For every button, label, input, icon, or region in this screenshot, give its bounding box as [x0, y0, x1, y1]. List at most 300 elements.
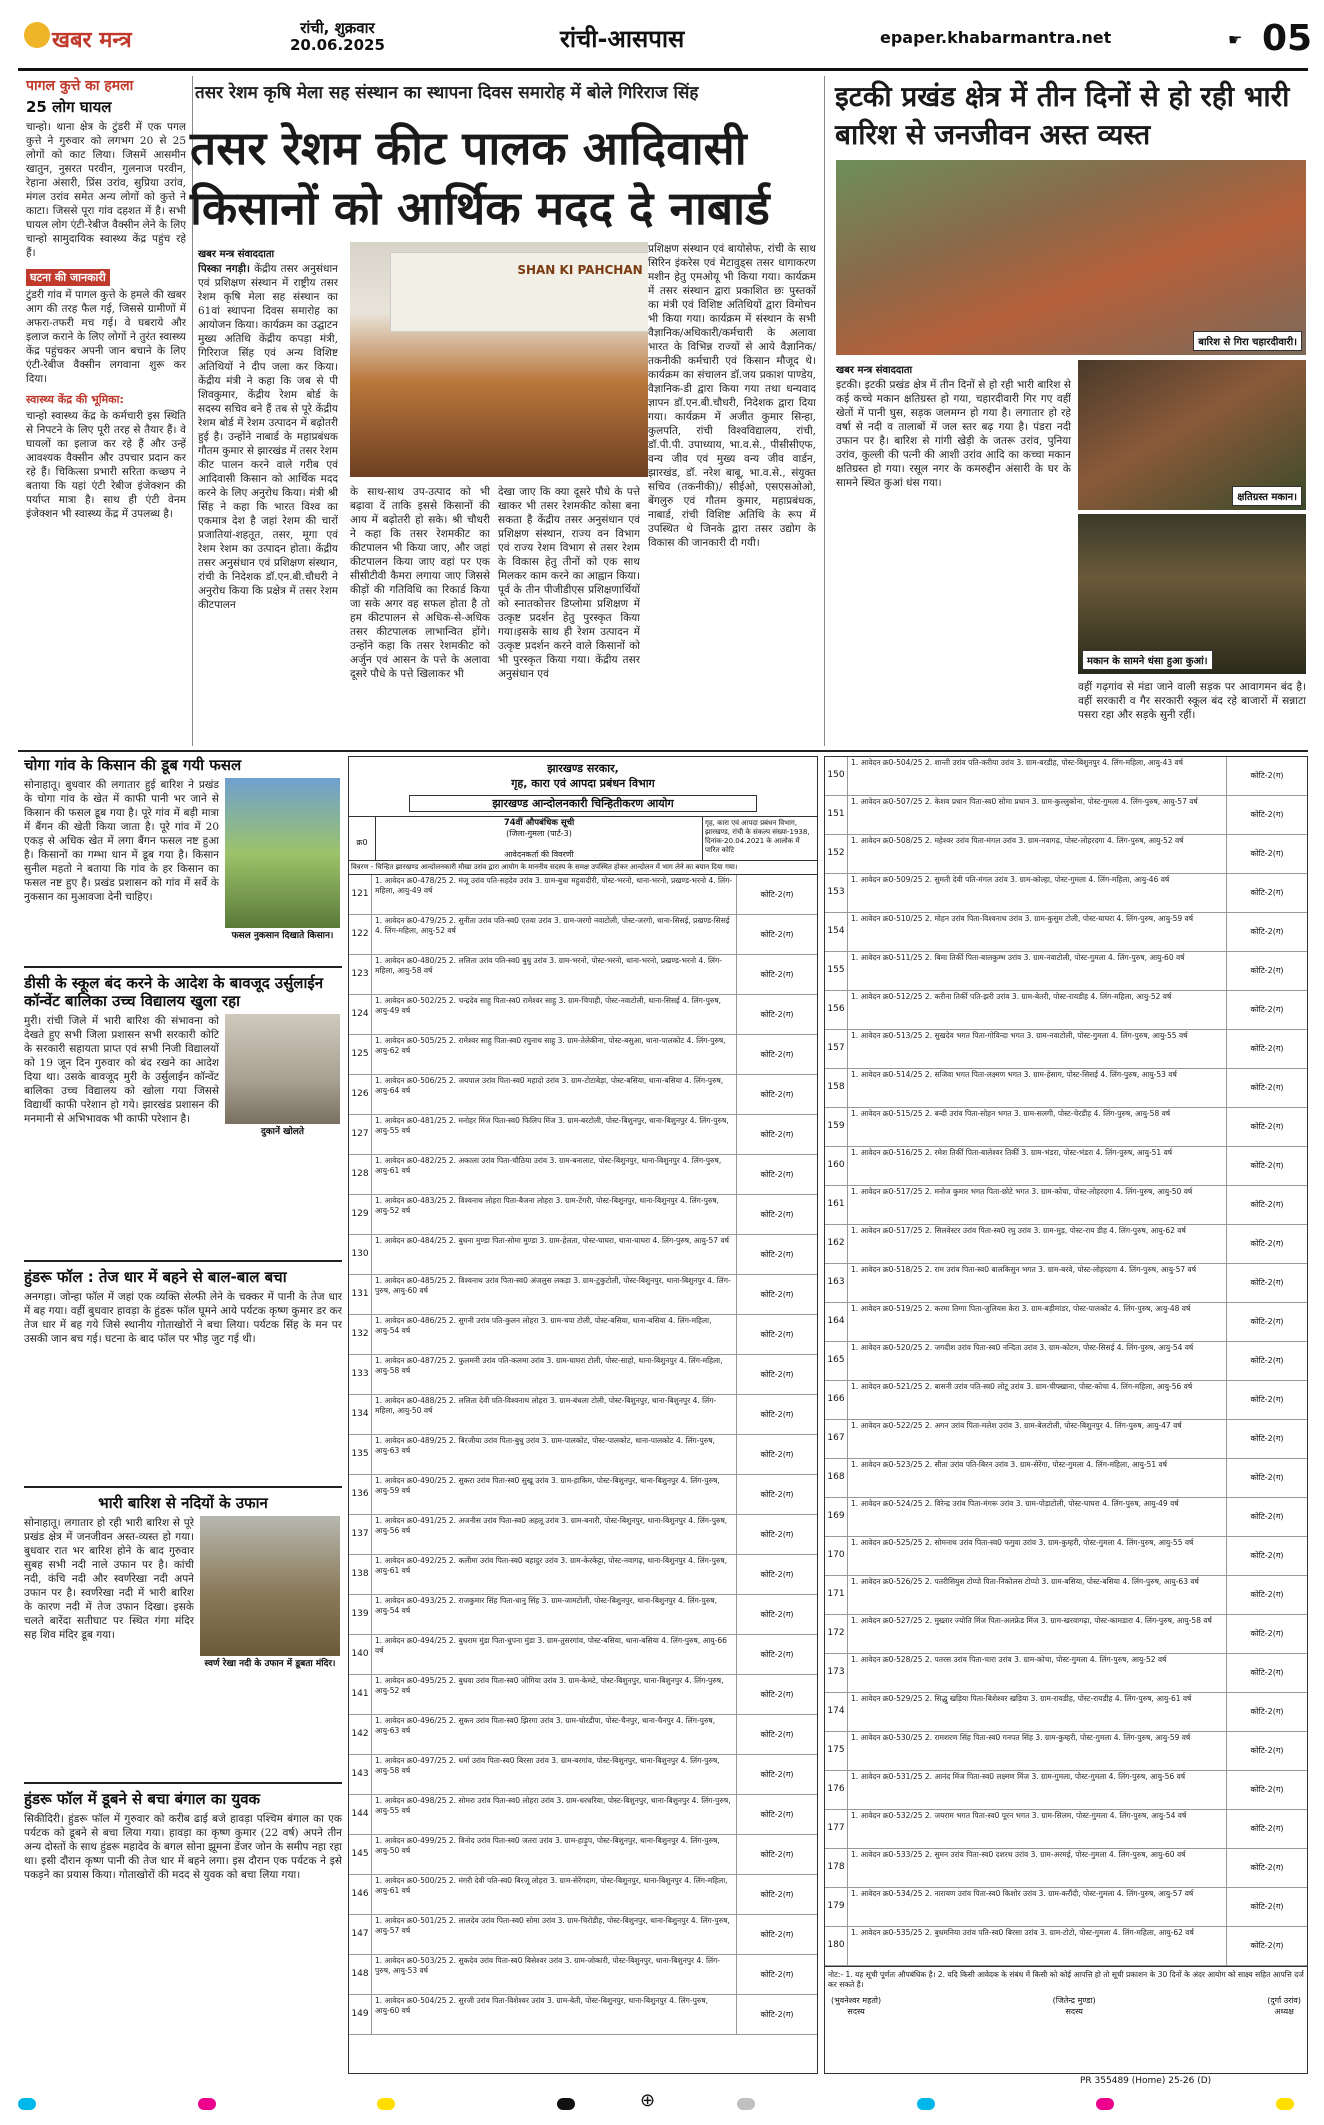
color-swatch	[377, 2098, 395, 2110]
notice-row-details: 1. आवेदन क्र0-482/25 2. अकाला उरांव पिता-चौठिया उरांव 3. ग्राम-बनालाट, पोस्ट-बिशुनपुर, थाना-बिशुनपुर 4. लिंग-पुरुष, आयु-61 वर्ष	[372, 1155, 737, 1194]
notice-row-number: 155	[825, 952, 848, 990]
notice-row-category: कोटि-2(ग)	[1250, 1200, 1284, 1209]
notice-row	[349, 1715, 817, 1755]
notice-row-number: 165	[825, 1342, 848, 1380]
notice-row-details: 1. आवेदन क्र0-519/25 2. करमा तिग्गा पिता-जुलियस केरा 3. ग्राम-बड़ीमांडर, पोस्ट-पालकोट 4. लिंग-पुरुष, आयु-48 वर्ष	[848, 1303, 1227, 1341]
notice-row-category: कोटि-2(ग)	[1250, 1395, 1284, 1404]
notice-row-number: 158	[825, 1069, 848, 1107]
notice-row-number: 146	[349, 1875, 372, 1914]
notice-row-number: 178	[825, 1849, 848, 1887]
notice-row-number: 130	[349, 1235, 372, 1274]
notice-row-number: 161	[825, 1186, 848, 1224]
main-col-4: प्रशिक्षण संस्थान एवं बायोसेफ, रांची के साथ सिरिन इंकरेस एवं मेटावुड्स तसर धागाकरण मशीन हेतु एमओयू भी किया गया। कार्यक्रम में तसर संस्थान द्वारा प्रकाशित छः पुस्तकों का मंत्री एवं विशिष्ट अतिथियों द्वारा विमोचन भी किया गया। कार्यक्रम में संस्थान के सभी वैज्ञानिक/अधिकारी/कर्मचारी के अलावा भारत के विभिन्न राज्यों से आये वैज्ञानिक/तकनीकी कर्मचारी एवं किसान मौजूद थे। कार्यक्रम का संचालन डॉ.जय प्रकाश पाण्डेय, वैज्ञानिक-डी द्वारा किया गया तथा धन्यवाद ज्ञापन डॉ.एन.बी.चौधरी, निदेशक द्वारा दिया गया। कार्यक्रम में अजीत कुमार सिन्हा, कुलपति, रांची विश्वविद्यालय, रांची, डॉ.पी.पी. उपाध्याय, भा.व.से., पीसीसीएफ, वन्य जीव एवं मुख्य वन्य जीव वार्डन, झारखंड, डॉ. नरेश बाबू, भा.व.से., संयुक्त सचिव (तकनीकी)/ सीईओ, एसएसओओ, बेंगलुरु एवं गौतम कुमार, महाप्रबंधक, नाबार्ड, रांची विशिष्ट अतिथि के रूप में उपस्थित थे जिनके द्वारा तसर उद्योग के विकास की जानकारी दी गयी।	[648, 242, 816, 742]
notice-row-details: 1. आवेदन क्र0-532/25 2. जयराम भगत पिता-स्व0 पूरन भगत 3. ग्राम-सिलम, पोस्ट-गुमला 4. लिंग-पुरुष, आयु-54 वर्ष	[848, 1810, 1227, 1848]
notice-row-details: 1. आवेदन क्र0-508/25 2. महेश्वर उरांव पिता-मंगल उरांव 3. ग्राम-नवागढ़, पोस्ट-लोहरदगा 4. लिंग-पुरुष, आयु-52 वर्ष	[848, 835, 1227, 873]
notice-row-details: 1. आवेदन क्र0-517/25 2. सिलवेस्टर उरांव पिता-स्व0 रघु उरांव 3. ग्राम-मुड़, पोस्ट-राय डीह 4. लिंग-पुरुष, आयु-62 वर्ष	[848, 1225, 1227, 1263]
story-hundru-body: अनगड़ा। जोन्हा फॉल में जहां एक व्यक्ति सेल्फी लेने के चक्कर में पानी के तेज धार में बह गया। वहीं बुधवार हावड़ा के हुंडरू फॉल घूमने आये पर्यटक कृष्ण कुमार डर कर तेज धार में बह गये जिसे स्थानीय गोताखोरों ने बचा लिया। पर्यटक सिंह के मन पर उसकी जान बच गई। घटना के बाद फॉल पर भीड़ जुट गई थी।	[24, 1291, 342, 1345]
photo1-caption: बारिश से गिरा चहारदीवारी।	[1193, 331, 1302, 351]
notice-row	[825, 1186, 1307, 1225]
notice-row-details: 1. आवेदन क्र0-481/25 2. मनोहर मिंज पिता-स्व0 फिलिप मिंज 3. ग्राम-बरटोली, पोस्ट-बिशुनपुर, थाना-बिशुनपुर 4. लिंग-पुरुष, आयु-55 वर्ष	[372, 1115, 737, 1154]
notice-row-details: 1. आवेदन क्र0-501/25 2. लालदेव उरांव पिता-स्व0 सोमा उरांव 3. ग्राम-चिरोडीह, पोस्ट-बिशुनपुर, थाना-बिशुनपुर 4. लिंग-पुरुष, आयु-57 वर्ष	[372, 1915, 737, 1954]
story-divider	[24, 966, 342, 968]
notice-row-details: 1. आवेदन क्र0-514/25 2. सजिवा भगत पिता-लक्ष्मण भगत 3. ग्राम-हेसाग, पोस्ट-सिसई 4. लिंग-पुरुष, आयु-53 वर्ष	[848, 1069, 1227, 1107]
notice-row-details: 1. आवेदन क्र0-502/25 2. चन्द्रदेव साहु पिता-स्व0 रामेश्वर साहु 3. ग्राम-चिपाही, पोस्ट-नवाटोली, थाना-सिसई 4. लिंग-पुरुष, आयु-49 वर्ष	[372, 995, 737, 1034]
notice-row-number: 127	[349, 1115, 372, 1154]
notice-row	[825, 1615, 1307, 1654]
color-swatches	[18, 2094, 1308, 2114]
notice-row-details: 1. आवेदन क्र0-493/25 2. राजकुमार सिंह पिता-धानु सिंह 3. ग्राम-जामटोली, पोस्ट-बिशुनपुर, थाना-बिशुनपुर 4. लिंग-पुरुष, आयु-54 वर्ष	[372, 1595, 737, 1634]
notice-row-details: 1. आवेदन क्र0-494/25 2. बुधराम मुंडा पिता-धुपना मुंडा 3. ग्राम-तुसरगांव, पोस्ट-बसिया, थाना-बसिया 4. लिंग-पुरुष, आयु-66 वर्ष	[372, 1635, 737, 1674]
notice-row	[349, 1275, 817, 1315]
sidebar-box-label-2: स्वास्थ्य केंद्र की भूमिका:	[26, 393, 124, 406]
notice-row-number: 159	[825, 1108, 848, 1146]
notice-row	[825, 1927, 1307, 1966]
notice-row-details: 1. आवेदन क्र0-520/25 2. जगदीश उरांव पिता-स्व0 नन्दिता उरांव 3. ग्राम-कोटम, पोस्ट-सिसई 4. लिंग-पुरुष, आयु-54 वर्ष	[848, 1342, 1227, 1380]
notice-row-details: 1. आवेदन क्र0-497/25 2. धर्मा उरांव पिता-स्व0 बिरसा उरांव 3. ग्राम-बरगांव, पोस्ट-बिशुनपुर, थाना-बिशुनपुर 4. लिंग-पुरुष, आयु-58 वर्ष	[372, 1755, 737, 1794]
notice-row	[349, 1115, 817, 1155]
color-swatch	[1096, 2098, 1114, 2110]
notice-row-number: 179	[825, 1888, 848, 1926]
notice-row-number: 163	[825, 1264, 848, 1302]
notice-row-number: 156	[825, 991, 848, 1029]
notice-row-number: 175	[825, 1732, 848, 1770]
sidebar-dog-story	[26, 76, 186, 751]
right-body-side: वहीं गढ़गांव से मंडा जाने वाली सड़क पर आवागमन बंद है। वहीं सरकारी व गैर सरकारी स्कूल बंद रहे बाजारों में सन्नाटा पसरा रहा और सड़के सुनी रहीं।	[1078, 681, 1306, 721]
notice-row-details: 1. आवेदन क्र0-531/25 2. आनंद मिंज पिता-स्व0 लक्ष्मण मिंज 3. ग्राम-गुमला, पोस्ट-गुमला 4. लिंग-पुरुष, आयु-56 वर्ष	[848, 1771, 1227, 1809]
page-number: 05	[1262, 18, 1313, 59]
notice-row-number: 164	[825, 1303, 848, 1341]
notice-row-number: 136	[349, 1475, 372, 1514]
notice-row-number: 151	[825, 796, 848, 834]
brand-name: खबर मन्त्र	[52, 28, 132, 53]
notice-row-details: 1. आवेदन क्र0-528/25 2. पतरस उरांव पिता-चारा उरांव 3. ग्राम-कोचा, पोस्ट-गुमला 4. लिंग-पुरुष, आयु-52 वर्ष	[848, 1654, 1227, 1692]
notice-row	[349, 1635, 817, 1675]
notice-row	[825, 1888, 1307, 1927]
notice-row	[349, 1875, 817, 1915]
story-school-headline: डीसी के स्कूल बंद करने के आदेश के बावजूद उर्सुलाईन कॉन्वेंट बालिका उच्च विद्यालय खुला रहा	[24, 974, 324, 1010]
notice-row-category: कोटि-2(ग)	[760, 1449, 794, 1459]
notice-row	[349, 1195, 817, 1235]
photo3-caption: मकान के सामने धंसा हुआ कुआं।	[1082, 650, 1213, 670]
notice-row	[349, 1595, 817, 1635]
notice-row-details: 1. आवेदन क्र0-505/25 2. रामेश्वर साहु पिता-स्व0 रघुनाथ साहु 3. ग्राम-तेलेकीना, पोस्ट-बसुआ, थाना-पालकोट 4. लिंग-पुरुष, आयु-62 वर्ष	[372, 1035, 737, 1074]
notice-row-category: कोटि-2(ग)	[1250, 1356, 1284, 1365]
notice-row-category: कोटि-2(ग)	[1250, 1512, 1284, 1521]
sidebar-body-2: टुंडरी गांव में पागल कुत्ते के हमले की खबर आग की तरह फैल गई, जिससे ग्रामीणों में अफरा-तफरी मच गई। वे घबराये और इलाज कराने के लिए लोगों ने तुरंत स्वास्थ्य केंद्र पहुंचकर अपनी जान बचाने के लिए एंटी-रेबीज वैक्सीन लगवाना शुरू कर दिया।	[26, 289, 186, 385]
notice-row-details: 1. आवेदन क्र0-533/25 2. सुमन उरांव पिता-स्व0 दशरथ उरांव 3. ग्राम-अरमई, पोस्ट-गुमला 4. लिंग-पुरुष, आयु-60 वर्ष	[848, 1849, 1227, 1887]
notice-row-category: कोटि-2(ग)	[760, 1409, 794, 1419]
main-col-1	[198, 262, 338, 742]
notice-row	[825, 757, 1307, 796]
notice-row	[349, 1355, 817, 1395]
notice-row-number: 177	[825, 1810, 848, 1848]
color-swatch	[737, 2098, 755, 2110]
notice-row-number: 143	[349, 1755, 372, 1794]
notice-dept: गृह, कारा एवं आपदा प्रबंधन विभाग	[511, 777, 655, 790]
sign-2-role: सदस्य	[1065, 2007, 1083, 2016]
notice-row	[825, 952, 1307, 991]
notice-row	[825, 1342, 1307, 1381]
color-swatch	[917, 2098, 935, 2110]
notice-row-category: कोटि-2(ग)	[1250, 1590, 1284, 1599]
notice-row-number: 173	[825, 1654, 848, 1692]
notice-row	[825, 1498, 1307, 1537]
epaper-link[interactable]: epaper.khabarmantra.net	[880, 28, 1112, 47]
notice-row	[349, 955, 817, 995]
notice-row-details: 1. आवेदन क्र0-489/25 2. बिरजीया उरांव पिता-बुधु उरांव 3. ग्राम-पालकोट, पोस्ट-पालकोट, थाना-पालकोट 4. लिंग-पुरुष, आयु-63 वर्ष	[372, 1435, 737, 1474]
notice-row-number: 153	[825, 874, 848, 912]
notice-row-number: 142	[349, 1715, 372, 1754]
notice-row-category: कोटि-2(ग)	[760, 1129, 794, 1139]
notice-commission: झारखण्ड आन्दोलनकारी चिन्हितीकरण आयोग	[409, 795, 757, 812]
sidebar-title: पागल कुत्ते का हमला	[26, 78, 134, 94]
notice-row-number: 137	[349, 1515, 372, 1554]
notice-row-number: 122	[349, 915, 372, 954]
story-crop-headline: चोगा गांव के किसान की डूब गयी फसल	[24, 756, 242, 774]
collapsed-well-photo	[1078, 514, 1306, 674]
notice-row-details: 1. आवेदन क्र0-483/25 2. विश्वनाथ लोहरा पिता-बैजना लोहरा 3. ग्राम-टेंगरी, पोस्ट-बिशुनपुर, थाना-बिशुनपुर 4. लिंग-पुरुष, आयु-52 वर्ष	[372, 1195, 737, 1234]
main-col-2: के साथ-साथ उप-उत्पाद को भी बढ़ावा दें ताकि इससे किसानों की आय में बढ़ोतरी हो सके। श्री चौधरी ने कहा कि तसर रेशमकीट का कीटपालन भी किया जाए, और जहां कीटपालन किया जाए वहां पर एक सीसीटीवी कैमरा लगाया जाए जिससे कीड़ों की गतिविधि का रिकार्ड किया जा सके अगर वह सफल होता है तो हम कीटपालन से अधिक-से-अधिक तसर कीटपालक लाभान्वित होंगे। उन्होंने कहा कि तसर रेशमकीट को अर्जुन एवं आसन के पत्ते के अलावा दूसरे पौधे के पत्ते खिलाकर भी	[350, 486, 490, 680]
notice-row	[825, 835, 1307, 874]
notice-row	[825, 1264, 1307, 1303]
notice-row	[825, 913, 1307, 952]
notice-left-panel	[348, 756, 818, 2074]
notice-row-details: 1. आवेदन क्र0-484/25 2. बुधना मुण्डा पिता-सोमा मुण्डा 3. ग्राम-हेलता, पोस्ट-घाघरा, थाना-घाघरा 4. लिंग-पुरुष, आयु-57 वर्ष	[372, 1235, 737, 1274]
notice-row-number: 124	[349, 995, 372, 1034]
notice-row	[349, 915, 817, 955]
notice-row-number: 140	[349, 1635, 372, 1674]
col-details-header: आवेदनकर्ता की विवरणी	[504, 850, 574, 859]
notice-row	[825, 1381, 1307, 1420]
right-body: इटकी। इटकी प्रखंड क्षेत्र में तीन दिनों से हो रही भारी बारिश से कई कच्चे मकान क्षतिग्रस्त हो गया, चहारदीवारी गिर गए वहीं खेतों में पानी घुस, सड़क जलमग्न हो गया है। लगातार हो रहे वर्षा से नदी व तालाबों में जल स्तर बढ़ गया है। पंडरा नदी उफान पर है। बारिश से गांगी खेड़ी के जतरू उरांव, पुनिया उरांव, कुल्ली की पत्नी की आशी उरांव आदि का कच्चा मकान क्षतिग्रस्त हो गया। रसूल नगर के कमरुद्दीन अंसारी के घर के सामने स्थित कुआं धंस गया।	[836, 379, 1071, 489]
notice-row-details: 1. आवेदन क्र0-500/25 2. मंगरी देवी पति-स्व0 बिरजू लोहरा 3. ग्राम-सेरेंगदाग, पोस्ट-बिशुनपुर, थाना-बिशुनपुर 4. लिंग-महिला, आयु-61 वर्ष	[372, 1875, 737, 1914]
notice-row-category: कोटि-2(ग)	[760, 1649, 794, 1659]
notice-row-details: 1. आवेदन क्र0-492/25 2. कलीमा उरांव पिता-स्व0 बहादुर उरांव 3. ग्राम-केरकेट्टा, पोस्ट-नवागढ़, थाना-बिशुनपुर 4. लिंग-पुरुष, आयु-61 वर्ष	[372, 1555, 737, 1594]
notice-row-category: कोटि-2(ग)	[1250, 888, 1284, 897]
notice-row-category: कोटि-2(ग)	[760, 889, 794, 899]
notice-row	[825, 1420, 1307, 1459]
notice-row	[349, 995, 817, 1035]
main-dateline: पिस्का नगड़ी।	[198, 263, 250, 275]
notice-row-category: कोटि-2(ग)	[760, 1689, 794, 1699]
notice-row-details: 1. आवेदन क्र0-487/25 2. फुलमनी उरांव पति-कलमा उरांव 3. ग्राम-घाघरा टोली, पोस्ट-साहो, थाना-बिशुनपुर 4. लिंग-महिला, आयु-58 वर्ष	[372, 1355, 737, 1394]
notice-row-number: 133	[349, 1355, 372, 1394]
column-divider	[824, 76, 825, 746]
notice-row-category: कोटि-2(ग)	[760, 1769, 794, 1779]
notice-row-details: 1. आवेदन क्र0-524/25 2. विरेन्द्र उरांव पिता-मंगरू उरांव 3. ग्राम-पोड़ाटोली, पोस्ट-घाघरा 4. लिंग-पुरुष, आयु-49 वर्ष	[848, 1498, 1227, 1536]
notice-row-category: कोटि-2(ग)	[760, 2009, 794, 2019]
notice-row	[825, 1771, 1307, 1810]
notice-row	[349, 1955, 817, 1995]
notice-row-category: कोटि-2(ग)	[1250, 810, 1284, 819]
notice-row-number: 150	[825, 757, 848, 795]
list-title: 74वीं औपबंधिक सूची	[503, 818, 575, 828]
notice-row	[825, 1225, 1307, 1264]
notice-row-number: 167	[825, 1420, 848, 1458]
sign-2: (जितेन्द्र मुण्डा)	[1052, 1996, 1096, 2005]
main-headline: तसर रेशम कीट पालक आदिवासी किसानों को आर्थिक मदद दे नाबार्ड	[190, 121, 770, 235]
dateline	[290, 20, 385, 54]
notice-row-details: 1. आवेदन क्र0-523/25 2. सीता उरांव पति-बिरन उरांव 3. ग्राम-सेरेंगा, पोस्ट-गुमला 4. लिंग-महिला, आयु-51 वर्ष	[848, 1459, 1227, 1497]
notice-row-details: 1. आवेदन क्र0-491/25 2. अजनीस उरांव पिता-स्व0 अहलू उरांव 3. ग्राम-बनारी, पोस्ट-बिशुनपुर, थाना-बिशुनपुर 4. लिंग-पुरुष, आयु-56 वर्ष	[372, 1515, 737, 1554]
issue-date: 20.06.2025	[290, 36, 385, 54]
notice-note: विवरण - चिन्हित झारखण्ड आन्दोलनकारी मौखा उरांव द्वारा आयोग के माननीय सदस्य के समक्ष उपस्थित होकर आन्दोलन में भाग लेने का बयान दिया गया।	[349, 861, 817, 875]
notice-row-number: 131	[349, 1275, 372, 1314]
color-swatch	[198, 2098, 216, 2110]
notice-row-number: 172	[825, 1615, 848, 1653]
notice-row	[349, 1395, 817, 1435]
pointer-icon: ☛	[1228, 30, 1243, 49]
brand-logo	[24, 22, 50, 48]
school-photo-caption: दुकानें खोलते	[260, 1127, 305, 1137]
notice-row-category: कोटि-2(ग)	[760, 1329, 794, 1339]
notice-row-number: 125	[349, 1035, 372, 1074]
notice-row-category: कोटि-2(ग)	[1250, 1473, 1284, 1482]
color-swatch	[1276, 2098, 1294, 2110]
notice-row-details: 1. आवेदन क्र0-503/25 2. सुकदेव उरांव पिता-स्व0 बिसेश्वर उरांव 3. ग्राम-जोकारी, पोस्ट-बिशुनपुर, थाना-बिशुनपुर 4. लिंग-पुरुष, आयु-53 वर्ष	[372, 1955, 737, 1994]
notice-row-number: 121	[349, 875, 372, 914]
sidebar-body: चान्हो। थाना क्षेत्र के टुंडरी में एक पगल कुत्ते ने गुरुवार को लगभग 20 से 25 लोगों को काट लिया। जिसमें आसमीन खातुन, नुसरत परवीन, गुलनाज परवीन, रेहाना अंसारी, प्रिंस उरांव, सुप्रिया उरांव, मंगल उरांव समेत अन्य लोगों को कुत्ते ने काटा। जिससे पूरा गांव दहशत में है। सभी घायल लोग एंटी-रेबीज वैक्सीन लेने के लिए चान्हो सामुदायिक स्वास्थ्य केंद्र पहुंच रहे हैं।	[26, 121, 186, 259]
notice-row-category: कोटि-2(ग)	[760, 1489, 794, 1499]
notice-row	[825, 1303, 1307, 1342]
notice-row-number: 171	[825, 1576, 848, 1614]
notice-row-category: कोटि-2(ग)	[1250, 1434, 1284, 1443]
notice-row-details: 1. आवेदन क्र0-517/25 2. मनोज कुमार भगत पिता-छोटे भगत 3. ग्राम-कोचा, पोस्ट-लोहरदगा 4. लिंग-पुरुष, आयु-50 वर्ष	[848, 1186, 1227, 1224]
notice-row-details: 1. आवेदन क्र0-504/25 2. शान्ती उरांव पति-करीया उरांव 3. ग्राम-बरडीह, पोस्ट-बिशुनपुर 4. लिंग-महिला, आयु-43 वर्ष	[848, 757, 1227, 795]
notice-row-details: 1. आवेदन क्र0-495/25 2. बुधवा उरांव पिता-स्व0 जोगिया उरांव 3. ग्राम-केमटे, पोस्ट-बिशुनपुर, थाना-बिशुनपुर 4. लिंग-पुरुष, आयु-52 वर्ष	[372, 1675, 737, 1714]
notice-row-number: 152	[825, 835, 848, 873]
damaged-house-photo	[1078, 360, 1306, 510]
notice-row-number: 168	[825, 1459, 848, 1497]
notice-row-number: 169	[825, 1498, 848, 1536]
notice-row-category: कोटि-2(ग)	[1250, 1902, 1284, 1911]
notice-row-number: 141	[349, 1675, 372, 1714]
notice-row-details: 1. आवेदन क्र0-498/25 2. सोमरा उरांव पिता-स्व0 लोहरा उरांव 3. ग्राम-धरधरिया, पोस्ट-बिशुनपुर, थाना-बिशुनपुर 4. लिंग-पुरुष, आयु-55 वर्ष	[372, 1795, 737, 1834]
story-river-headline: भारी बारिश से नदियों के उफान	[98, 1494, 268, 1512]
notice-row-details: 1. आवेदन क्र0-513/25 2. सुखदेव भगत पिता-गोविन्दा भगत 3. ग्राम-नवाटोली, पोस्ट-गुमला 4. लिंग-पुरुष, आयु-55 वर्ष	[848, 1030, 1227, 1068]
sign-3: (दुर्गा उरांव)	[1267, 1996, 1301, 2005]
story-divider	[24, 1260, 342, 1262]
notice-row	[349, 1435, 817, 1475]
notice-row	[825, 1849, 1307, 1888]
notice-row-number: 134	[349, 1395, 372, 1434]
notice-row	[349, 1155, 817, 1195]
notice-row-details: 1. आवेदन क्र0-507/25 2. केशव प्रधान पिता-स्व0 सोमा प्रधान 3. ग्राम-कुल्लुकोना, पोस्ट-गुमला 4. लिंग-पुरुष, आयु-57 वर्ष	[848, 796, 1227, 834]
pr-number: PR 355489 (Home) 25-26 (D)	[1080, 2076, 1212, 2086]
notice-row-details: 1. आवेदन क्र0-478/25 2. मंजू उरांव पति-सहदेव उरांव 3. ग्राम-बुधा महुवादीरी, पोस्ट-भरनो, थाना-भरनो, प्रखण्ड-भरनो 4. लिंग-महिला, आयु-49 वर्ष	[372, 875, 737, 914]
story-hundru-headline: हुंडरू फॉल : तेज धार में बहने से बाल-बाल बचा	[24, 1268, 287, 1286]
notice-row-category: कोटि-2(ग)	[1250, 1668, 1284, 1677]
notice-row	[825, 1537, 1307, 1576]
notice-row-details: 1. आवेदन क्र0-530/25 2. रामशरण सिंह पिता-स्व0 गनपत सिंह 3. ग्राम-कुम्हरी, पोस्ट-गुमला 4. लिंग-पुरुष, आयु-59 वर्ष	[848, 1732, 1227, 1770]
list-subtitle: (जिला-गुमला (पार्ट-3)	[506, 829, 572, 838]
notice-row	[349, 1075, 817, 1115]
notice-row-details: 1. आवेदन क्र0-534/25 2. नारायण उरांव पिता-स्व0 किशोर उरांव 3. ग्राम-करौंदी, पोस्ट-गुमला 4. लिंग-पुरुष, आयु-57 वर्ष	[848, 1888, 1227, 1926]
main-byline: खबर मन्त्र संवाददाता	[198, 249, 275, 260]
wall-collapse-photo	[836, 160, 1306, 355]
notice-row-number: 162	[825, 1225, 848, 1263]
notice-row-details: 1. आवेदन क्र0-504/25 2. सुरजी उरांव पिता-विशेश्वर उरांव 3. ग्राम-बेती, पोस्ट-बिशुनपुर, थाना-बिशुनपुर 4. लिंग-पुरुष, आयु-60 वर्ष	[372, 1995, 737, 2034]
notice-row-category: कोटि-2(ग)	[1250, 966, 1284, 975]
story-divider	[24, 1486, 342, 1488]
notice-row-category: कोटि-2(ग)	[1250, 1941, 1284, 1950]
notice-row-number: 180	[825, 1927, 848, 1965]
notice-row-number: 154	[825, 913, 848, 951]
notice-row-category: कोटि-2(ग)	[760, 1609, 794, 1619]
color-swatch	[557, 2098, 575, 2110]
notice-row-category: कोटि-2(ग)	[1250, 1044, 1284, 1053]
notice-row-category: कोटि-2(ग)	[1250, 1239, 1284, 1248]
notice-row-number: 123	[349, 955, 372, 994]
story-rescue-headline: हुंडरू फॉल में डूबने से बचा बंगाल का युवक	[24, 1790, 261, 1808]
notice-row-details: 1. आवेदन क्र0-521/25 2. बासनी उरांव पति-स्व0 लोटू उरांव 3. ग्राम-चीफ्खाना, पोस्ट-कोचा 4. लिंग-महिला, आयु-56 वर्ष	[848, 1381, 1227, 1419]
city-day: रांची, शुक्रवार	[300, 19, 375, 37]
sidebar-body-3: चान्हो स्वास्थ्य केंद्र के कर्मचारी इस स्थिति से निपटने के लिए पूरी तरह से तैयार हैं। वे घायलों का इलाज कर रहे हैं और उन्हें आवश्यक वैक्सीन और उपचार प्रदान कर रहे हैं। चिकित्सा प्रभारी सरिता कच्छप ने बताया कि यहां एंटी रेबीज इंजेक्शन की पर्याप्त मात्रा है। साथ ही एंटी वेनम इंजेक्शन भी स्वास्थ्य केंद्र में उपलब्ध है।	[26, 410, 186, 520]
notice-row-category: कोटि-2(ग)	[760, 1809, 794, 1819]
col-remark-header: गृह, कारा एवं आपदा प्रबंधन विभाग, झारखण्ड, रांची के संकल्प संख्या-1938, दिनांक-20.04.2021 के आलोक में पारित कोटि	[705, 819, 810, 854]
section-title: रांची-आसपास	[560, 25, 685, 53]
notice-row-category: कोटि-2(ग)	[760, 969, 794, 979]
notice-row-category: कोटि-2(ग)	[1250, 1278, 1284, 1287]
notice-row-category: कोटि-2(ग)	[1250, 927, 1284, 936]
notice-row-category: कोटि-2(ग)	[760, 1849, 794, 1859]
notice-row	[349, 1755, 817, 1795]
notice-row-details: 1. आवेदन क्र0-510/25 2. मोहन उरांव पिता-विश्वनाथ उरांव 3. ग्राम-कुसुम टोली, पोस्ट-घाघरा 4. लिंग-पुरुष, आयु-59 वर्ष	[848, 913, 1227, 951]
notice-row-category: कोटि-2(ग)	[760, 1969, 794, 1979]
notice-row	[825, 991, 1307, 1030]
notice-row-category: कोटि-2(ग)	[1250, 849, 1284, 858]
notice-row-details: 1. आवेदन क्र0-488/25 2. ललिता देवी पति-विश्वनाथ लोहरा 3. ग्राम-बंधला टोली, पोस्ट-बिशुनपुर, थाना-बिशुनपुर 4. लिंग-महिला, आयु-50 वर्ष	[372, 1395, 737, 1434]
notice-row-number: 132	[349, 1315, 372, 1354]
notice-row-category: कोटि-2(ग)	[1250, 1707, 1284, 1716]
notice-row	[825, 1108, 1307, 1147]
notice-footnote: नोट:- 1. यह सूची पूर्णतः औपबंधिक है। 2. यदि किसी आवेदक के संबंध में किसी को कोई आपत्ति हो तो सूची प्रकाशन के 30 दिनों के अंदर आयोग को साक्ष्य सहित आपत्ति दर्ज कर सकते हैं।	[825, 1966, 1307, 1993]
main-col-1-text: केंद्रीय तसर अनुसंधान एवं प्रशिक्षण संस्थान में राष्ट्रीय तसर रेशम कृषि मेला सह संस्थान का 61वां स्थापना दिवस समारोह का आयोजन किया। कार्यक्रम का उद्घाटन मुख्य अतिथि केंद्रीय कपड़ा मंत्री, गिरिराज सिंह एवं अन्य विशिष्ट अतिथियों ने दीप जला कर किया। केंद्रीय मंत्री ने कहा कि जब से पी शिवकुमार, केंद्रीय रेशम बोर्ड के सदस्य सचिव बने हैं तब से पूरे केंद्रीय रेशम बोर्ड में रेशम उत्पादन में बढ़ोतरी हुई है। उन्होंने नाबार्ड के महाप्रबंधक गौतम कुमार से झारखंड में तसर रेशम कीट पालन करने वाले गरीब एवं आदिवासी किसान को आर्थिक मदद करने के लिए अनुरोध किया। मंत्री श्री सिंह ने कहा कि भारत विश्व का एकमात्र देश है जहां रेशम की चारों प्रजातियां-शहतूत, तसर, मूगा एवं रेशम रेशम का उत्पादन होता। केंद्रीय तसर अनुसंधान एवं प्रशिक्षण संस्थान, रांची के निदेशक डॉ.एन.बी.चौधरी ने अनुरोध किया कि प्रक्षेत्र में तसर रेशम कीटपालन	[198, 263, 338, 611]
sign-3-role: अध्यक्ष	[1274, 2007, 1294, 2016]
notice-row	[349, 1315, 817, 1355]
temple-photo-caption: स्वर्ण रेखा नदी के उफान में डूबता मंदिर।	[204, 1659, 336, 1669]
notice-row-category: कोटि-2(ग)	[760, 1729, 794, 1739]
color-swatch	[18, 2098, 36, 2110]
notice-row-category: कोटि-2(ग)	[1250, 1551, 1284, 1560]
notice-row-number: 157	[825, 1030, 848, 1068]
header-divider	[18, 68, 1308, 71]
photo2-caption: क्षतिग्रस्त मकान।	[1232, 486, 1302, 506]
sign-1-role: सदस्य	[847, 2007, 865, 2016]
notice-row-category: कोटि-2(ग)	[1250, 1005, 1284, 1014]
notice-row-category: कोटि-2(ग)	[760, 1889, 794, 1899]
story-river-body: सोनाहातू। लगातार हो रही भारी बारिश से पूरे प्रखंड क्षेत्र में जनजीवन अस्त-व्यस्त हो गया। बुधवार रात भर बारिश होने के बाद गुरुवार सुबह सभी नदी नाले उफान पर है। कांची नदी, कंचि नदी और स्वर्णरेखा नदी अपने उफान पर है। स्वर्णरेखा नदी में भारी बारिश के कारण नदी में तेज उफान दिखा। इसके चलते बारेंदा सतीघाट पर स्थित गंगा मंदिर सह शिव मंदिर डूब गया।	[24, 1517, 194, 1641]
notice-row	[349, 1035, 817, 1075]
notice-row-number: 148	[349, 1955, 372, 1994]
story-divider	[24, 1782, 342, 1784]
notice-row	[825, 1654, 1307, 1693]
flooded-temple-photo	[200, 1516, 340, 1656]
notice-row-category: कोटि-2(ग)	[1250, 1863, 1284, 1872]
right-headline: इटकी प्रखंड क्षेत्र में तीन दिनों से हो रही भारी बारिश से जनजीवन अस्त व्यस्त	[835, 80, 1290, 151]
notice-row-details: 1. आवेदन क्र0-506/25 2. जयपाल उरांव पिता-स्व0 महादो उरांव 3. ग्राम-टोटाबेड़ा, पोस्ट-बसिया, थाना-बसिया 4. लिंग-पुरुष, आयु-64 वर्ष	[372, 1075, 737, 1114]
notice-row	[825, 1810, 1307, 1849]
notice-row	[825, 1147, 1307, 1186]
notice-row-number: 139	[349, 1595, 372, 1634]
notice-row-details: 1. आवेदन क्र0-512/25 2. करीना तिर्की पति-झरी उरांव 3. ग्राम-बेतरी, पोस्ट-रायडीह 4. लिंग-महिला, आयु-52 वर्ष	[848, 991, 1227, 1029]
notice-row-number: 135	[349, 1435, 372, 1474]
notice-row-details: 1. आवेदन क्र0-490/25 2. सुकरा उरांव पिता-स्व0 सुखू उरांव 3. ग्राम-हाकिम, पोस्ट-बिशुनपुर, थाना-बिशुनपुर 4. लिंग-पुरुष, आयु-59 वर्ष	[372, 1475, 737, 1514]
notice-row-number: 174	[825, 1693, 848, 1731]
notice-row-number: 149	[349, 1995, 372, 2034]
notice-row-number: 147	[349, 1915, 372, 1954]
notice-row-details: 1. आवेदन क्र0-479/25 2. सुनीता उरांव पति-स्व0 एतवा उरांव 3. ग्राम-जरगो नवाटोली, पोस्ट-जरगो, थाना-सिसई, प्रखण्ड-सिसई 4. लिंग-महिला, आयु-52 वर्ष	[372, 915, 737, 954]
notice-row-number: 160	[825, 1147, 848, 1185]
notice-row-category: कोटि-2(ग)	[760, 1529, 794, 1539]
notice-row-details: 1. आवेदन क्र0-485/25 2. विश्वनाथ उरांव पिता-स्व0 अंजलुस लकड़ा 3. ग्राम-टुकुटोली, पोस्ट-बिशुनपुर, थाना-बिशुनपुर 4. लिंग-पुरुष, आयु-60 वर्ष	[372, 1275, 737, 1314]
notice-row	[349, 1995, 817, 2035]
notice-row-category: कोटि-2(ग)	[1250, 1083, 1284, 1092]
notice-row-category: कोटि-2(ग)	[760, 1169, 794, 1179]
notice-row	[825, 1732, 1307, 1771]
notice-row-details: 1. आवेदन क्र0-496/25 2. सुकन उरांव पिता-स्व0 झिरगा उरांव 3. ग्राम-चोरडीपा, पोस्ट-चैनपुर, थाना-चैनपुर 4. लिंग-पुरुष, आयु-63 वर्ष	[372, 1715, 737, 1754]
farmer-photo-caption: फसल नुकसान दिखाते किसान।	[231, 931, 334, 941]
notice-row-category: कोटि-2(ग)	[760, 1209, 794, 1219]
school-photo	[225, 1014, 340, 1124]
notice-row-details: 1. आवेदन क्र0-529/25 2. सिद्धु खड़िया पिता-बिशेश्वर खड़िया 3. ग्राम-रायडीह, पोस्ट-रायडीह 4. लिंग-पुरुष, आयु-61 वर्ष	[848, 1693, 1227, 1731]
notice-row-details: 1. आवेदन क्र0-522/25 2. अगन उरांव पिता-मलेश उरांव 3. ग्राम-बेलटोली, पोस्ट-बिशुनपुर 4. लिंग-पुरुष, आयु-47 वर्ष	[848, 1420, 1227, 1458]
notice-row-category: कोटि-2(ग)	[760, 1009, 794, 1019]
notice-row-details: 1. आवेदन क्र0-535/25 2. बुधमनिया उरांव पति-स्व0 बिरसा उरांव 3. ग्राम-टोटो, पोस्ट-गुमला 4. लिंग-महिला, आयु-62 वर्ष	[848, 1927, 1227, 1965]
notice-row-number: 166	[825, 1381, 848, 1419]
col-sn-header: क्र0	[349, 817, 376, 860]
notice-row-category: कोटि-2(ग)	[1250, 771, 1284, 780]
notice-row-number: 170	[825, 1537, 848, 1575]
notice-row-category: कोटि-2(ग)	[1250, 1317, 1284, 1326]
notice-row-category: कोटि-2(ग)	[1250, 1785, 1284, 1794]
notice-row-details: 1. आवेदन क्र0-525/25 2. सोमनाथ उरांव पिता-स्व0 फगुवा उरांव 3. ग्राम-कुम्हरी, पोस्ट-गुमला 4. लिंग-पुरुष, आयु-55 वर्ष	[848, 1537, 1227, 1575]
notice-row-details: 1. आवेदन क्र0-516/25 2. रमेश तिर्की पिता-बालेश्वर तिर्की 3. ग्राम-भंडरा, पोस्ट-भंडरा 4. लिंग-पुरुष, आयु-51 वर्ष	[848, 1147, 1227, 1185]
notice-row-number: 128	[349, 1155, 372, 1194]
notice-row	[349, 875, 817, 915]
notice-row-details: 1. आवेदन क्र0-480/25 2. ललिता उरांव पति-स्व0 बुधु उरांव 3. ग्राम-भरनो, पोस्ट-भरनो, थाना-भरनो, प्रखण्ड-भरनो 4. लिंग-महिला, आयु-58 वर्ष	[372, 955, 737, 994]
notice-row-details: 1. आवेदन क्र0-526/25 2. पतरीसियुस टोप्पो पिता-निकोलस टोप्पो 3. ग्राम-बसिया, पोस्ट-बसिया 4. लिंग-पुरुष, आयु-63 वर्ष	[848, 1576, 1227, 1614]
notice-right-rows	[825, 757, 1307, 1966]
notice-row-category: कोटि-2(ग)	[1250, 1161, 1284, 1170]
farmer-photo	[225, 778, 340, 928]
notice-row-category: कोटि-2(ग)	[1250, 1122, 1284, 1131]
notice-govt: झारखण्ड सरकार,	[547, 762, 619, 775]
notice-right-panel	[824, 756, 1308, 2074]
notice-row-category: कोटि-2(ग)	[1250, 1746, 1284, 1755]
sidebar-subtitle: 25 लोग घायल	[26, 98, 112, 116]
notice-row-number: 129	[349, 1195, 372, 1234]
notice-left-rows	[349, 875, 817, 2035]
notice-row-category: कोटि-2(ग)	[760, 1569, 794, 1579]
notice-row-details: 1. आवेदन क्र0-499/25 2. विनोद उरांव पिता-स्व0 जतरा उरांव 3. ग्राम-हाड़ुप, पोस्ट-बिशुनपुर, थाना-बिशुनपुर 4. लिंग-पुरुष, आयु-50 वर्ष	[372, 1835, 737, 1874]
notice-row-category: कोटि-2(ग)	[760, 929, 794, 939]
section-divider	[18, 750, 1308, 752]
notice-row-category: कोटि-2(ग)	[760, 1369, 794, 1379]
notice-row-number: 176	[825, 1771, 848, 1809]
notice-row-category: कोटि-2(ग)	[760, 1929, 794, 1939]
story-school-body: मुरी। रांची जिले में भारी बारिश की संभावना को देखते हुए सभी जिला प्रशासन सभी सरकारी कोटि के सरकारी सहायता प्राप्त एवं सभी निजी विद्यालयों को 19 जून दिन गुरुवार को बंद रखने का आदेश दिया था। उसके बावजूद मुरी के उर्सुलाईन कॉन्वेंट बालिका उच्च विद्यालय को खोला गया जिससे विद्यार्थी काफी परेशान हो गये। झारखंड प्रशासन की मनमानी से अभिभावक भी काफी परेशान है।	[24, 1015, 219, 1125]
notice-row-category: कोटि-2(ग)	[1250, 1824, 1284, 1833]
sign-1: (भुवनेश्वर महतो)	[831, 1996, 882, 2005]
notice-row-category: कोटि-2(ग)	[760, 1289, 794, 1299]
left-stories-column	[24, 756, 342, 2086]
notice-row	[825, 796, 1307, 835]
notice-row	[349, 1835, 817, 1875]
notice-row	[349, 1915, 817, 1955]
event-banner: SHAN KI PAHCHAN	[390, 252, 770, 332]
notice-row-details: 1. आवेदन क्र0-509/25 2. सुमती देवी पति-मंगल उरांव 3. ग्राम-कोल्हा, पोस्ट-गुमला 4. लिंग-महिला, आयु-46 वर्ष	[848, 874, 1227, 912]
